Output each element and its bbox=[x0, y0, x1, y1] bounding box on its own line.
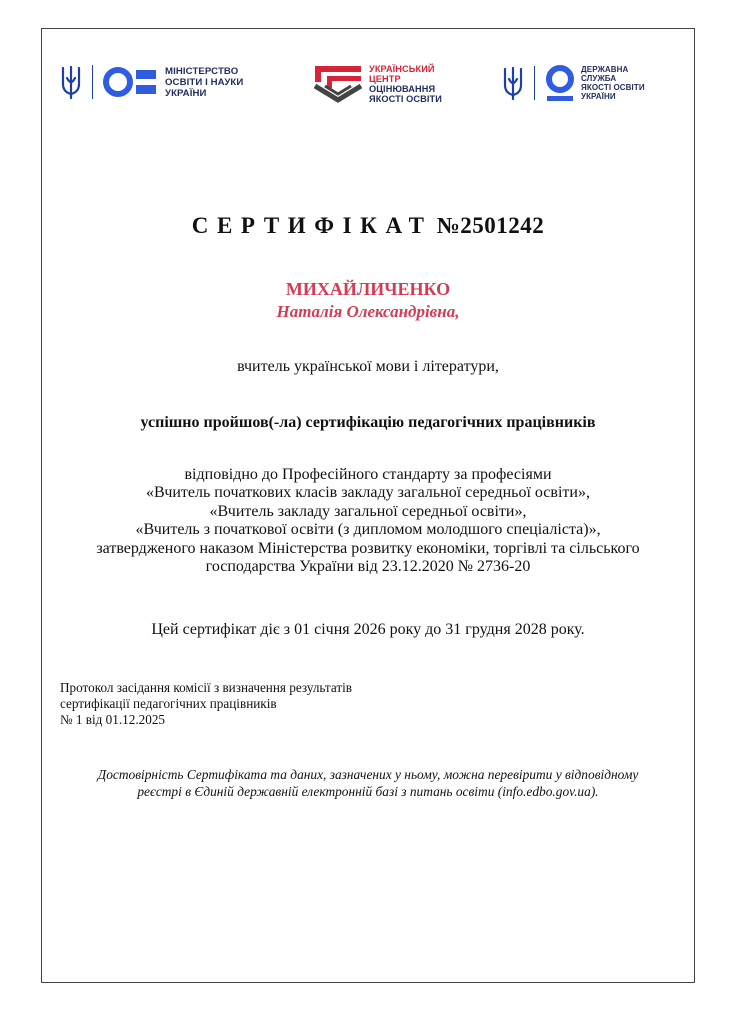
ucoyo-line-2: ЦЕНТР bbox=[369, 73, 401, 84]
standard-line: «Вчитель закладу загальної середньої освіти», bbox=[209, 502, 527, 520]
ucoyo-logo bbox=[313, 62, 469, 106]
certificate-number: №2501242 bbox=[436, 213, 545, 238]
holder-surname: МИХАЙЛИЧЕНКО bbox=[285, 279, 451, 299]
dsyo-line-3: ЯКОСТІ ОСВІТИ bbox=[581, 83, 645, 92]
ministry-logo bbox=[60, 64, 261, 100]
logo-divider bbox=[534, 66, 535, 100]
validity-period: Цей сертифікат діє з 01 січня 2026 року до 31 грудня 2028 року. bbox=[151, 621, 585, 638]
ministry-line-2: ОСВІТИ І НАУКИ bbox=[165, 76, 244, 88]
standard-line: «Вчитель початкових класів закладу загальної середньої освіти», bbox=[146, 484, 590, 502]
trident-icon bbox=[60, 64, 82, 100]
ucoyo-emblem-icon bbox=[313, 62, 363, 106]
ministry-logo-text bbox=[165, 66, 261, 99]
logo-divider bbox=[92, 65, 93, 99]
ucoyo-line-4: ЯКОСТІ ОСВІТИ bbox=[369, 94, 442, 105]
verify-line: реєстрі в Єдиній державній електронній базі з питань освіти (info.edbo.gov.ua). bbox=[137, 784, 599, 800]
protocol-line: Протокол засідання комісії з визначення результатів bbox=[60, 680, 353, 695]
holder-position: вчитель української мови і літератури, bbox=[237, 358, 499, 375]
dsyo-line-2: СЛУЖБА bbox=[581, 73, 617, 83]
ucoyo-line-1: УКРАЇНСЬКИЙ bbox=[369, 63, 435, 74]
certification-statement: успішно пройшов(-ла) сертифікацію педагогічних працівників bbox=[140, 414, 596, 431]
holder-given-name: Наталія Олександрівна, bbox=[276, 302, 460, 321]
ucoyo-logo-text bbox=[369, 64, 469, 105]
standard-line: затвердженого наказом Міністерства розвитку економіки, торгівлі та сільського bbox=[96, 539, 640, 557]
dsyo-line-1: ДЕРЖАВНА bbox=[581, 64, 629, 74]
ministry-line-3: УКРАЇНИ bbox=[165, 87, 207, 99]
protocol-line: № 1 від 01.12.2025 bbox=[60, 712, 166, 728]
ucoyo-line-3: ОЦІНЮВАННЯ bbox=[369, 84, 436, 94]
professional-standard-paragraph bbox=[41, 466, 695, 576]
standard-line: «Вчитель з початкової освіти (з дипломом молодшого спеціаліста)», bbox=[135, 521, 601, 539]
protocol-note bbox=[60, 680, 460, 729]
certificate-title bbox=[41, 213, 695, 239]
standard-line: господарства України від 23.12.2020 № 2736-20 bbox=[205, 558, 531, 576]
standard-line: відповідно до Професійного стандарту за професіями bbox=[184, 466, 552, 483]
trident-icon bbox=[502, 65, 524, 101]
verify-line: Достовірність Сертифіката та даних, зазначених у ньому, можна перевірити у відповідному bbox=[97, 767, 639, 782]
protocol-line: сертифікації педагогічних працівників bbox=[60, 696, 277, 712]
dsyo-line-4: УКРАЇНИ bbox=[581, 92, 616, 102]
title-word: СЕРТИФІКАТ bbox=[191, 213, 433, 238]
dsyo-emblem-icon bbox=[545, 64, 575, 102]
dsyo-logo bbox=[502, 64, 661, 102]
dsyo-logo-text bbox=[581, 65, 661, 102]
ministry-line-1: МІНІСТЕРСТВО bbox=[165, 65, 239, 77]
mon-emblem-icon bbox=[103, 66, 159, 98]
verification-note bbox=[41, 766, 695, 801]
